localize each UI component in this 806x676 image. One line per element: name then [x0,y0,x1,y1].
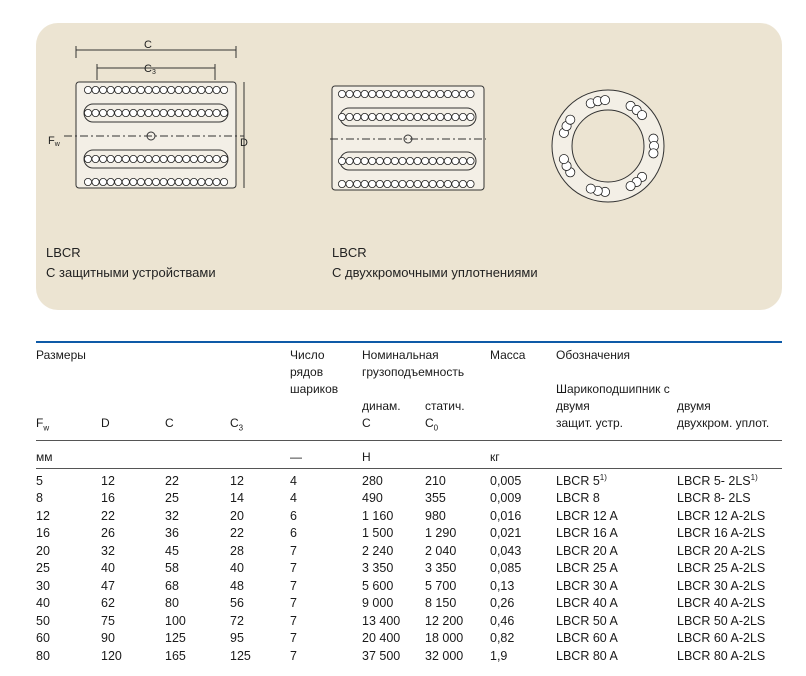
cell-c3: 56 [230,596,244,611]
cell-c: 36 [165,526,179,541]
cell-c: 80 [165,596,179,611]
header-load-2: грузоподъемность [362,365,465,379]
cell-c: 45 [165,543,179,558]
cell-fw: 30 [36,578,50,593]
cell-a: LBCR 8 [556,491,600,506]
cell-b: LBCR 50 A-2LS [677,613,766,628]
cell-m: 0,13 [490,578,515,593]
cell-a: LBCR 30 A [556,578,618,593]
dim-d: D [240,137,248,149]
cell-cd: 280 [362,473,383,488]
cell-cd: 37 500 [362,648,401,663]
cell-fw: 40 [36,596,50,611]
cell-a: LBCR 60 A [556,631,618,646]
table-row [36,647,782,665]
cell-c0: 355 [425,491,446,506]
cell-m: 0,26 [490,596,515,611]
cell-c: 58 [165,561,179,576]
cell-m: 0,043 [490,543,522,558]
cell-c3: 14 [230,491,244,506]
cell-fw: 25 [36,561,50,576]
cell-a: LBCR 80 A [556,648,618,663]
cell-d: 26 [101,526,115,541]
cell-n: 7 [290,648,297,663]
cell-cd: 1 500 [362,526,394,541]
cell-d: 32 [101,543,115,558]
cell-d: 120 [101,648,122,663]
cell-n: 7 [290,543,297,558]
cell-cd: 20 400 [362,631,401,646]
cell-m: 0,82 [490,631,515,646]
cell-m: 0,46 [490,613,515,628]
header-mass: Масса [490,348,526,362]
cell-c0: 8 150 [425,596,457,611]
cell-b: LBCR 20 A-2LS [677,543,766,558]
cell-c: 25 [165,491,179,506]
header-rows-3: шариков [290,382,339,396]
header-load-1: Номинальная [362,348,439,362]
header-sizes: Размеры [36,348,86,362]
cell-a: LBCR 25 A [556,561,618,576]
cell-a: LBCR 16 A [556,526,618,541]
cell-c3: 22 [230,526,244,541]
cell-m: 1,9 [490,648,508,663]
header-c3: $C_3$ [230,416,244,433]
cell-c3: 20 [230,508,244,523]
header-fw: $F_w$ [36,416,50,433]
cell-fw: 12 [36,508,50,523]
cell-b: LBCR 25 A-2LS [677,561,766,576]
cell-fw: 5 [36,473,43,488]
header-designations: Обозначения [556,348,631,362]
dim-c3: C3 [144,63,156,76]
cell-c3: 40 [230,561,244,576]
bearing-shields-drawing [44,38,264,198]
cell-d: 90 [101,631,115,646]
cell-m: 0,016 [490,508,522,523]
cell-n: 4 [290,473,297,488]
cell-n: 7 [290,578,297,593]
cell-c: 32 [165,508,179,523]
table-row [36,612,782,630]
unit-n: Н [362,450,371,464]
cell-fw: 50 [36,613,50,628]
cell-cd: 13 400 [362,613,401,628]
right-caption-desc: С двухкромочными уплотнениями [332,265,538,280]
cell-a: LBCR 5$^{1)}$ [556,473,607,489]
cell-c3: 95 [230,631,244,646]
unit-dash: — [290,450,302,464]
cell-cd: 1 160 [362,508,394,523]
cell-b: LBCR 16 A-2LS [677,526,766,541]
cell-c: 22 [165,473,179,488]
header-col-a-1: двумя [556,399,590,413]
table-row [36,595,782,613]
cell-c: 165 [165,648,186,663]
units-rule [36,468,782,469]
table-row [36,577,782,595]
cell-a: LBCR 20 A [556,543,618,558]
cell-d: 47 [101,578,115,593]
cell-c0: 980 [425,508,446,523]
cell-c: 125 [165,631,186,646]
cell-cd: 3 350 [362,561,394,576]
cell-d: 12 [101,473,115,488]
table-row [36,525,782,543]
cell-n: 7 [290,613,297,628]
dim-c: C [144,39,152,51]
cell-cd: 490 [362,491,383,506]
header-rows-2: рядов [290,365,324,379]
header-stat-1: статич. [425,399,465,413]
header-d: D [101,416,110,430]
cell-c3: 12 [230,473,244,488]
unit-mm: мм [36,450,53,464]
cell-fw: 8 [36,491,43,506]
cell-c0: 18 000 [425,631,464,646]
cell-n: 7 [290,561,297,576]
cell-c0: 12 200 [425,613,464,628]
table-row [36,472,782,490]
cell-fw: 20 [36,543,50,558]
cell-b: LBCR 80 A-2LS [677,648,766,663]
left-caption-code: LBCR [46,245,81,260]
cell-a: LBCR 40 A [556,596,618,611]
table-top-rule [36,341,782,343]
cell-d: 62 [101,596,115,611]
cell-n: 6 [290,508,297,523]
cell-c0: 210 [425,473,446,488]
cell-fw: 80 [36,648,50,663]
cell-fw: 16 [36,526,50,541]
header-rows-1: Число [290,348,325,362]
left-caption-desc: С защитными устройствами [46,265,216,280]
cell-c: 68 [165,578,179,593]
cell-b: LBCR 40 A-2LS [677,596,766,611]
table-row [36,507,782,525]
cell-n: 4 [290,491,297,506]
cell-c3: 125 [230,648,251,663]
cell-cd: 5 600 [362,578,394,593]
cell-d: 16 [101,491,115,506]
header-col-a-2: защит. устр. [556,416,623,430]
header-col-b-2: двухкром. уплот. [677,416,770,430]
cell-d: 22 [101,508,115,523]
cell-m: 0,009 [490,491,522,506]
cell-b: LBCR 8- 2LS [677,491,751,506]
cell-n: 7 [290,631,297,646]
table-row [36,630,782,648]
cell-c3: 72 [230,613,244,628]
header-bearing: Шарикоподшипник с [556,382,670,396]
cell-c0: 2 040 [425,543,457,558]
cell-cd: 9 000 [362,596,394,611]
cell-c3: 48 [230,578,244,593]
cell-a: LBCR 12 A [556,508,618,523]
bearing-end-view [548,86,668,206]
cell-b: LBCR 5- 2LS$^{1)}$ [677,473,758,489]
bearing-seals-drawing [330,84,490,194]
header-c: C [165,416,174,430]
cell-d: 40 [101,561,115,576]
header-dyn-1: динам. [362,399,401,413]
cell-n: 6 [290,526,297,541]
cell-m: 0,005 [490,473,522,488]
table-row [36,560,782,578]
cell-b: LBCR 30 A-2LS [677,578,766,593]
cell-c0: 5 700 [425,578,457,593]
header-rule [36,440,782,441]
table-row [36,542,782,560]
dim-fw: Fw [48,135,60,148]
cell-b: LBCR 60 A-2LS [677,631,766,646]
cell-d: 75 [101,613,115,628]
cell-c0: 32 000 [425,648,464,663]
table-row [36,490,782,508]
right-caption-code: LBCR [332,245,367,260]
cell-m: 0,021 [490,526,522,541]
cell-cd: 2 240 [362,543,394,558]
cell-n: 7 [290,596,297,611]
cell-b: LBCR 12 A-2LS [677,508,766,523]
unit-kg: кг [490,450,500,464]
header-stat-2: $C_0$ [425,416,439,433]
bearing-table [36,472,782,665]
cell-c3: 28 [230,543,244,558]
cell-c: 100 [165,613,186,628]
cell-m: 0,085 [490,561,522,576]
header-dyn-2: C [362,416,371,430]
cell-a: LBCR 50 A [556,613,618,628]
cell-c0: 1 290 [425,526,457,541]
header-col-b-1: двумя [677,399,711,413]
cell-fw: 60 [36,631,50,646]
cell-c0: 3 350 [425,561,457,576]
